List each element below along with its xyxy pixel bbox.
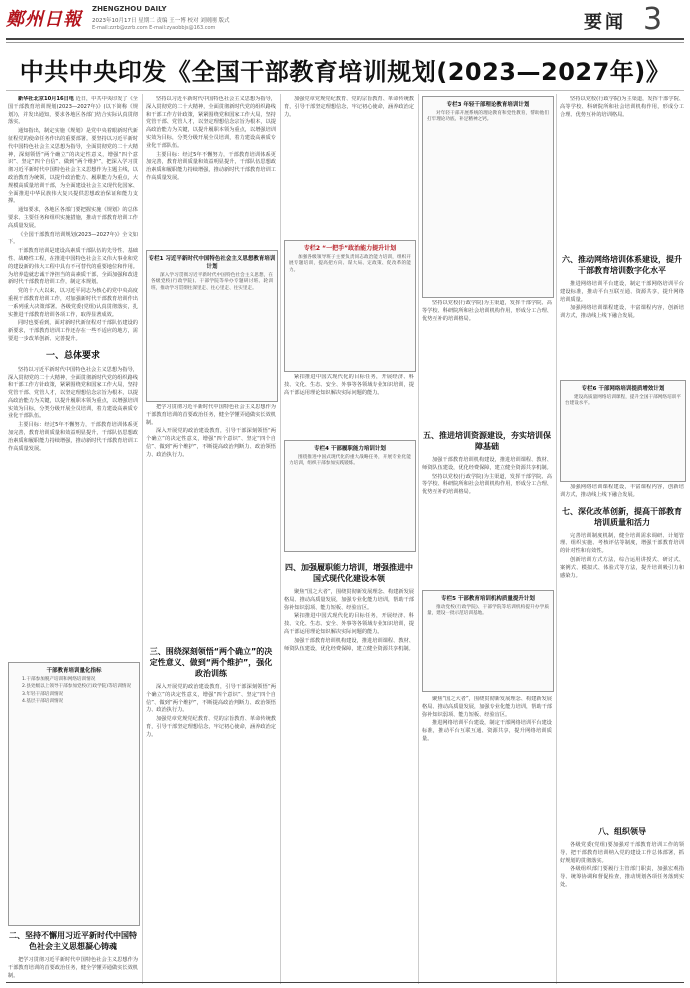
box-title: 专栏1 习近平新时代中国特色社会主义思想教育培训计划	[148, 256, 276, 270]
box-title: 专栏2 “一把手”政治能力提升计划	[303, 245, 397, 252]
paragraph: 加强干部教育培训机构建设，推进培训课程、教材、师资队伍建设，优化经费保障，建立健全资源共享机制。	[284, 637, 414, 652]
article-column-2	[146, 96, 276, 246]
paragraph: 推进网络培训平台建设，制定干部网络培训平台建设标准，推动平台互联互通、资源共享，提升网络培训质量。	[560, 281, 684, 303]
section-heading: 一、总体要求	[45, 350, 100, 361]
paragraph: 各级党委(党组)要加强对干部教育培训工作的领导，把干部教育培训纳入党的建设工作总体部署，抓好规划的贯彻落实。	[560, 842, 684, 864]
section-heading: 二、坚持不懈用习近平新时代中国特色社会主义思想凝心铸魂	[9, 931, 137, 951]
paragraph: 深入开展党的政治建设教育，引导干部深刻领悟“两个确立”的决定性意义，增强“四个意识”、坚定“四个自信”、做到“两个维护”，不断提高政治判断力、政治领悟力、政治执行力。	[146, 684, 276, 714]
paragraph: 通知指出，制定实施《规划》是党中央着眼新时代新征程党的使命任务作出的重要部署。要坚持以习近平新时代中国特色社会主义思想为指导，全面贯彻党的二十大精神，深刻领悟“两个确立”的决定性意义，增强“四个意识”、坚定“四个自信”、做到“两个维护”，把深入学习贯彻习近平新时代中国特色社会主义思想作为主题主线，以政治教育为统领，以提升政治能力、履职能力为重点，大规模高质量培训干部，为全面建设社会主义现代化国家、全面推进中华民族伟大复兴提供思想政治保证和能力支撑。	[8, 128, 138, 205]
paragraph: 坚持以习近平新时代中国特色社会主义思想为指导，深入贯彻党的二十大精神，全面贯彻新时代党的组织路线和干部工作方针政策，紧紧围绕党和国家工作大局，坚持党管干部、党管人才，以坚定理想信念宗旨为根本，以提高政治能力为关键，以提升履职本领为重点，以增强培训实效为目标，分类分级开展全员培训，着力建设高素质专业化干部队伍。	[8, 366, 138, 420]
box-title: 专栏3 年轻干部理论教育培训计划	[446, 102, 530, 108]
paragraph: 加强干部教育培训机构建设，推进培训课程、教材、师资队伍建设，优化经费保障，建立健全资源共享机制。	[422, 457, 552, 471]
article-column-1	[8, 96, 138, 656]
section-heading: 八、组织领导	[598, 827, 646, 836]
paragraph: 加强网络培训课程建设，丰富课程内容，创新培训方式，推动线上线下融合发展。	[560, 484, 684, 498]
article-column-4	[422, 300, 552, 420]
article-column-3-mid	[284, 374, 414, 434]
column-divider	[280, 94, 281, 984]
paragraph: 把学习贯彻习近平新时代中国特色社会主义思想作为干部教育培训的首要政治任务，健全学懂弄通做实长效机制。	[8, 957, 138, 979]
contact-line: E-mail:zzrb@zzrb.com E-mail:zyaobbjs@163.com	[92, 25, 216, 31]
article-headline: 中共中央印发《全国干部教育培训规划(2023—2027年)》	[19, 58, 671, 86]
section-heading: 六、推动网络培训体系建设，提升干部教育培训数字化水平	[562, 255, 682, 275]
box-text: 深入学习贯彻习近平新时代中国特色社会主义思想，在各级党校(行政学院)、干部学院等举办专题研讨班、轮训班，推动学习贯彻往深里走、往心里走、往实里走。	[151, 273, 273, 291]
column-divider	[556, 94, 557, 984]
paragraph: 同时也要看到，面对新时代新征程对干部队伍建设的新要求，干部教育培训工作还存在一些不适应的地方，需要进一步改革创新、完善提升。	[8, 320, 138, 342]
paragraph: 推进网络培训平台建设，制定干部网络培训平台建设标准，推动平台互联互通、资源共享，提升网络培训质量。	[422, 720, 552, 742]
column-box-4	[284, 440, 416, 552]
box-text: 建设高质量网络培训课程，提升全国干部网络培训平台建设水平。	[565, 395, 681, 407]
paragraph: 坚持以党校(行政学院)为主渠道，发挥干部学院、高等学校、科研院所和社会培训机构作用，形成分工合理、优势互补的培训格局。	[422, 473, 552, 496]
paragraph: 完善培训制度机制，健全培训需求调研、计划管理、组织实施、考核评估等制度，增强干部教育培训的针对性和有效性。	[560, 532, 684, 555]
paragraph: 各级组织部门要履行主管部门职责，加强宏观指导、统筹协调和督促检查，推动规划各项任务落到实处。	[560, 866, 684, 888]
column-box-3	[422, 96, 554, 298]
article-column-5-section8	[560, 820, 684, 980]
paragraph: 把学习贯彻习近平新时代中国特色社会主义思想作为干部教育培训的首要政治任务，健全学懂弄通做实长效机制。	[146, 404, 276, 426]
section-heading: 五、推进培训资源建设，夯实培训保障基础	[423, 431, 551, 451]
column-box-6	[560, 380, 686, 482]
indicator-item: 2.县处级以上领导干部参加党校(行政学院)等培训情况	[22, 684, 132, 690]
article-column-5	[560, 96, 684, 246]
paragraph: 聚焦“国之大者”，围绕贯彻新发展理念、构建新发展格局、推动高质量发展，加强专业化能力培训，帮助干部弥补知识弱项、能力短板、经验盲区。	[422, 696, 552, 718]
newspaper-logo: 鄭州日報	[6, 9, 82, 30]
paragraph: 干部教育培训是建设高素质干部队伍的先导性、基础性、战略性工程，在推进中国特色社会主义伟大事业和党的建设新的伟大工程中具有不可替代的重要地位和作用。为培养造就忠诚干净担当的高素质干部，全面加强和改进新时代干部教育培训工作，制定本规划。	[8, 248, 138, 286]
paragraph: 主要目标：经过5年不懈努力，干部教育培训体系更加完善，教育培训质量和效益明显提升，干部队伍思想政治素质和履职能力持续增强，推动新时代干部教育培训工作高质量发展。	[8, 422, 138, 452]
column-box-5	[422, 590, 554, 692]
masthead-rule	[6, 38, 684, 40]
section-heading: 三、围绕深刻领悟“两个确立”的决定性意义、做到“两个维护”，强化政治训练	[149, 647, 273, 678]
column-box-1	[146, 250, 278, 402]
paragraph: 加强网络培训课程建设，丰富课程内容，创新培训方式，推动线上线下融合发展。	[560, 305, 684, 320]
paragraph: 坚持以习近平新时代中国特色社会主义思想为指导，深入贯彻党的二十大精神，全面贯彻新时代党的组织路线和干部工作方针政策，紧紧围绕党和国家工作大局，坚持党管干部、党管人才，以坚定理想信念宗旨为根本，以提高政治能力为关键，以提升履职本领为重点，以增强培训实效为目标，分类分级开展全员培训，着力建设高素质专业化干部队伍。	[146, 96, 276, 149]
paragraph: 加强党章党规党纪教育、党的宗旨教育、革命传统教育，引导干部坚定理想信念，牢记初心使命，涵养政治定力。	[284, 96, 414, 118]
paragraph: 紧扣推进中国式现代化的目标任务，开展经济、科技、文化、生态、安全、外事等各领域专业知识培训，提高干部运用理论知识解决实际问题的能力。	[284, 613, 414, 635]
section-heading: 四、加强履职能力培训，增强推进中国式现代化建设本领	[285, 563, 413, 583]
article-column-2-bottom	[146, 640, 276, 980]
box-text: 推动党校(行政学院)、干部学院等培训机构提升办学质量，建设一批示范培训基地。	[427, 605, 549, 617]
paragraph: 党的十八大以来，以习近平同志为核心的党中央高度重视干部教育培训工作，对加强新时代干部教育培训作出一系列重大决策部署。各级党委(党组)认真贯彻落实，扎实推进干部教育培训各项工作，取得显著成效。	[8, 288, 138, 318]
paragraph: 加强党章党规党纪教育、党的宗旨教育、革命传统教育，引导干部坚定理想信念，牢记初心使命，涵养政治定力。	[146, 716, 276, 738]
box-text: 围绕推进中国式现代化的重大战略任务，开展专业化能力培训，组织干部参加实践锻炼。	[289, 455, 411, 467]
section-heading: 七、深化改革创新，提高干部教育培训质量和活力	[562, 506, 682, 527]
masthead-rule-thin	[6, 42, 684, 43]
box-text: 对年轻干部开展系统的理论教育和党性教育，帮助他们打牢理论功底、补足精神之钙。	[427, 111, 549, 123]
article-column-1-bottom	[8, 930, 138, 982]
paragraph: 《全国干部教育培训规划(2023—2027年)》全文如下。	[8, 231, 138, 246]
paragraph: 坚持以党校(行政学院)为主渠道，发挥干部学院、高等学校、科研院所和社会培训机构作用，形成分工合理、优势互补的培训格局。	[422, 300, 552, 322]
headline-rule	[6, 90, 684, 91]
paragraph: 紧扣推进中国式现代化的目标任务，开展经济、科技、文化、生态、安全、外事等各领域专业知识培训，提高干部运用理论知识解决实际问题的能力。	[284, 374, 414, 396]
article-column-4-mid	[422, 424, 552, 584]
masthead	[0, 0, 690, 40]
column-divider	[418, 94, 419, 984]
indicator-item: 1.干部参加脱产培训和网络培训情况	[22, 677, 96, 682]
column-box-2	[284, 240, 416, 372]
paragraph: 近日，中共中央印发了《全国干部教育培训规划(2023—2027年)》(以下简称《规划》)，并发出通知，要求各地区各部门结合实际认真贯彻落实。	[8, 96, 138, 126]
paragraph: 聚焦“国之大者”，围绕贯彻新发展理念、构建新发展格局、推动高质量发展，加强专业化能力培训，帮助干部弥补知识弱项、能力短板、经验盲区。	[284, 589, 414, 611]
page-bottom-rule	[6, 982, 684, 983]
box-title: 专栏5 干部教育培训机构质量提升计划	[441, 596, 535, 602]
paragraph: 坚持以党校(行政学院)为主渠道，发挥干部学院、高等学校、科研院所和社会培训机构作用，形成分工合理、优势互补的培训格局。	[560, 96, 684, 118]
paragraph: 创新培训方式方法，综合运用讲授式、研讨式、案例式、模拟式、体验式等方法，提升培训吸引力和感染力。	[560, 556, 684, 579]
article-column-5-section7	[560, 484, 684, 814]
newspaper-name-en: ZHENGZHOU DAILY	[92, 5, 167, 13]
issue-date-line: 2023年10月17日 星期二 责编 王一博 校对 刘则刚 版式	[92, 18, 230, 24]
article-column-3	[284, 96, 414, 236]
box-title: 专栏4 干部履职能力培训计划	[314, 446, 386, 452]
box-text: 加强各级领导班子主要负责同志政治能力培训，组织开展专题培训，提高把方向、谋大局、定政策、促改革的能力。	[289, 255, 411, 273]
dateline: 新华社北京10月16日电	[18, 96, 74, 102]
indicator-table-box	[8, 662, 140, 926]
column-divider	[142, 94, 143, 984]
indicator-item: 4.基层干部培训情况	[22, 699, 64, 705]
paragraph: 深入开展党的政治建设教育，引导干部深刻领悟“两个确立”的决定性意义，增强“四个意识”、坚定“四个自信”、做到“两个维护”，不断提高政治判断力、政治领悟力、政治执行力。	[146, 428, 276, 458]
paragraph: 通知要求，各地区各部门要把握实施《规划》的总体要求、主要任务和组织实施措施，推动干部教育培训工作高质量发展。	[8, 207, 138, 229]
article-column-5-section6	[560, 248, 684, 378]
paragraph: 主要目标：经过5年不懈努力，干部教育培训体系更加完善，教育培训质量和效益明显提升，干部队伍思想政治素质和履职能力持续增强，推动新时代干部教育培训工作高质量发展。	[146, 151, 276, 181]
article-column-4-bottom	[422, 696, 552, 982]
page-number: 3	[643, 2, 663, 37]
article-column-3-bottom	[284, 556, 414, 982]
article-column-2-mid	[146, 404, 276, 634]
section-name: 要闻	[584, 12, 626, 33]
indicator-item: 3.年轻干部培训情况	[22, 691, 64, 697]
box-title: 干部教育培训量化指标	[46, 668, 102, 674]
box-title: 专栏6 干部网络培训提质增效计划	[581, 386, 665, 392]
